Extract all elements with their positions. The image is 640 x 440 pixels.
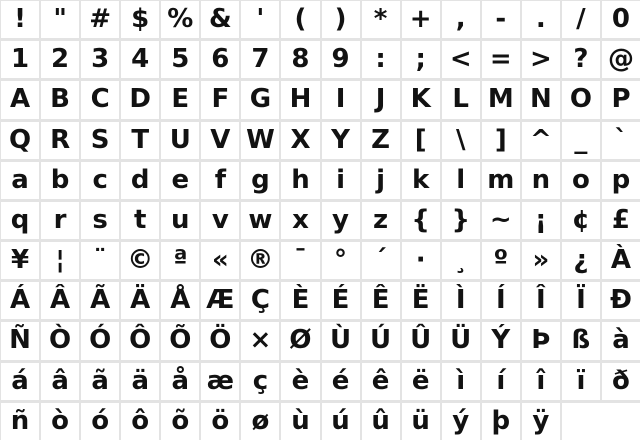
glyph-cell[interactable]: Ý: [482, 322, 520, 359]
glyph-cell[interactable]: ù: [281, 403, 319, 440]
glyph-cell[interactable]: «: [201, 242, 239, 279]
glyph-cell[interactable]: »: [522, 242, 560, 279]
glyph-cell[interactable]: v: [201, 202, 239, 239]
glyph-cell[interactable]: ?: [562, 41, 600, 78]
glyph-cell[interactable]: r: [41, 202, 79, 239]
glyph-cell[interactable]: 2: [41, 41, 79, 78]
glyph-cell[interactable]: `: [602, 122, 640, 159]
glyph-cell[interactable]: 6: [201, 41, 239, 78]
glyph-cell[interactable]: ,: [442, 1, 480, 38]
glyph-cell[interactable]: K: [402, 81, 440, 118]
glyph-cell[interactable]: ü: [402, 403, 440, 440]
glyph-cell[interactable]: ÿ: [522, 403, 560, 440]
glyph-cell[interactable]: º: [482, 242, 520, 279]
glyph-cell[interactable]: /: [562, 1, 600, 38]
glyph-cell[interactable]: s: [81, 202, 119, 239]
glyph-cell[interactable]: %: [161, 1, 199, 38]
glyph-cell[interactable]: G: [241, 81, 279, 118]
glyph-cell[interactable]: Ï: [562, 282, 600, 319]
glyph-cell[interactable]: Ô: [121, 322, 159, 359]
glyph-cell[interactable]: Ü: [442, 322, 480, 359]
glyph-cell[interactable]: ª: [161, 242, 199, 279]
glyph-cell[interactable]: c: [81, 162, 119, 199]
glyph-cell[interactable]: Ã: [81, 282, 119, 319]
glyph-cell[interactable]: æ: [201, 363, 239, 400]
glyph-cell[interactable]: e: [161, 162, 199, 199]
glyph-cell[interactable]: x: [281, 202, 319, 239]
glyph-cell[interactable]: ò: [41, 403, 79, 440]
glyph-cell[interactable]: M: [482, 81, 520, 118]
glyph-cell[interactable]: Â: [41, 282, 79, 319]
glyph-cell[interactable]: >: [522, 41, 560, 78]
glyph-cell[interactable]: Á: [1, 282, 39, 319]
glyph-cell[interactable]: f: [201, 162, 239, 199]
glyph-cell[interactable]: (: [281, 1, 319, 38]
glyph-cell[interactable]: â: [41, 363, 79, 400]
glyph-cell[interactable]: Ú: [362, 322, 400, 359]
glyph-cell[interactable]: A: [1, 81, 39, 118]
glyph-cell[interactable]: Q: [1, 122, 39, 159]
glyph-cell[interactable]: Ì: [442, 282, 480, 319]
glyph-cell[interactable]: É: [322, 282, 360, 319]
glyph-cell[interactable]: _: [562, 122, 600, 159]
glyph-cell[interactable]: á: [1, 363, 39, 400]
glyph-cell[interactable]: k: [402, 162, 440, 199]
glyph-cell[interactable]: ô: [121, 403, 159, 440]
glyph-cell[interactable]: $: [121, 1, 159, 38]
glyph-cell[interactable]: ´: [362, 242, 400, 279]
glyph-cell[interactable]: :: [362, 41, 400, 78]
glyph-cell[interactable]: Z: [362, 122, 400, 159]
glyph-cell[interactable]: Ê: [362, 282, 400, 319]
glyph-cell[interactable]: b: [41, 162, 79, 199]
glyph-cell[interactable]: ú: [322, 403, 360, 440]
glyph-cell[interactable]: ø: [241, 403, 279, 440]
glyph-cell[interactable]: 1: [1, 41, 39, 78]
glyph-cell[interactable]: t: [121, 202, 159, 239]
glyph-cell[interactable]: a: [1, 162, 39, 199]
glyph-cell[interactable]: ): [322, 1, 360, 38]
glyph-cell[interactable]: H: [281, 81, 319, 118]
glyph-cell[interactable]: C: [81, 81, 119, 118]
glyph-cell[interactable]: *: [362, 1, 400, 38]
glyph-cell[interactable]: -: [482, 1, 520, 38]
glyph-cell[interactable]: ^: [522, 122, 560, 159]
glyph-cell[interactable]: g: [241, 162, 279, 199]
glyph-cell[interactable]: Û: [402, 322, 440, 359]
glyph-cell[interactable]: Ö: [201, 322, 239, 359]
glyph-cell[interactable]: U: [161, 122, 199, 159]
glyph-cell[interactable]: ö: [201, 403, 239, 440]
glyph-cell[interactable]: !: [1, 1, 39, 38]
glyph-cell[interactable]: ñ: [1, 403, 39, 440]
glyph-cell[interactable]: ç: [241, 363, 279, 400]
glyph-cell[interactable]: å: [161, 363, 199, 400]
glyph-cell[interactable]: ï: [562, 363, 600, 400]
glyph-cell[interactable]: ¥: [1, 242, 39, 279]
glyph-cell[interactable]: E: [161, 81, 199, 118]
empty-cells: [562, 403, 640, 440]
glyph-cell[interactable]: 5: [161, 41, 199, 78]
glyph-cell[interactable]: d: [121, 162, 159, 199]
glyph-cell[interactable]: ë: [402, 363, 440, 400]
glyph-cell[interactable]: Þ: [522, 322, 560, 359]
glyph-cell[interactable]: V: [201, 122, 239, 159]
glyph-cell[interactable]: 3: [81, 41, 119, 78]
glyph-cell[interactable]: Ù: [322, 322, 360, 359]
glyph-cell[interactable]: O: [562, 81, 600, 118]
glyph-cell[interactable]: ®: [241, 242, 279, 279]
glyph-cell[interactable]: Ð: [602, 282, 640, 319]
glyph-cell[interactable]: Õ: [161, 322, 199, 359]
glyph-cell[interactable]: ¸: [442, 242, 480, 279]
glyph-cell[interactable]: B: [41, 81, 79, 118]
glyph-cell[interactable]: R: [41, 122, 79, 159]
glyph-cell[interactable]: í: [482, 363, 520, 400]
glyph-cell[interactable]: W: [241, 122, 279, 159]
glyph-cell[interactable]: z: [362, 202, 400, 239]
glyph-cell[interactable]: ': [241, 1, 279, 38]
glyph-cell[interactable]: à: [602, 322, 640, 359]
glyph-cell[interactable]: ×: [241, 322, 279, 359]
glyph-cell[interactable]: £: [602, 202, 640, 239]
glyph-cell[interactable]: {: [402, 202, 440, 239]
glyph-cell[interactable]: ý: [442, 403, 480, 440]
glyph-cell[interactable]: w: [241, 202, 279, 239]
glyph-cell[interactable]: Î: [522, 282, 560, 319]
glyph-cell[interactable]: è: [281, 363, 319, 400]
glyph-cell[interactable]: î: [522, 363, 560, 400]
glyph-cell[interactable]: Æ: [201, 282, 239, 319]
glyph-cell[interactable]: S: [81, 122, 119, 159]
glyph-cell[interactable]: p: [602, 162, 640, 199]
glyph-cell[interactable]: i: [322, 162, 360, 199]
glyph-cell[interactable]: ì: [442, 363, 480, 400]
glyph-cell[interactable]: é: [322, 363, 360, 400]
glyph-cell[interactable]: ;: [402, 41, 440, 78]
glyph-cell[interactable]: À: [602, 242, 640, 279]
glyph-cell[interactable]: ¯: [281, 242, 319, 279]
glyph-cell[interactable]: m: [482, 162, 520, 199]
glyph-cell[interactable]: T: [121, 122, 159, 159]
glyph-cell[interactable]: ©: [121, 242, 159, 279]
glyph-cell[interactable]: ¡: [522, 202, 560, 239]
glyph-cell[interactable]: 9: [322, 41, 360, 78]
glyph-cell[interactable]: &: [201, 1, 239, 38]
glyph-cell[interactable]: Ó: [81, 322, 119, 359]
glyph-cell[interactable]: n: [522, 162, 560, 199]
glyph-cell[interactable]: q: [1, 202, 39, 239]
glyph-cell[interactable]: l: [442, 162, 480, 199]
glyph-cell[interactable]: ê: [362, 363, 400, 400]
glyph-cell[interactable]: }: [442, 202, 480, 239]
glyph-cell[interactable]: P: [602, 81, 640, 118]
glyph-cell[interactable]: +: [402, 1, 440, 38]
glyph-cell[interactable]: [: [402, 122, 440, 159]
glyph-cell[interactable]: N: [522, 81, 560, 118]
glyph-cell[interactable]: u: [161, 202, 199, 239]
glyph-cell[interactable]: ã: [81, 363, 119, 400]
glyph-cell[interactable]: J: [362, 81, 400, 118]
glyph-cell[interactable]: ~: [482, 202, 520, 239]
glyph-cell[interactable]: L: [442, 81, 480, 118]
glyph-cell[interactable]: =: [482, 41, 520, 78]
glyph-cell[interactable]: 7: [241, 41, 279, 78]
glyph-cell[interactable]: Å: [161, 282, 199, 319]
glyph-cell[interactable]: Ò: [41, 322, 79, 359]
glyph-cell[interactable]: Ç: [241, 282, 279, 319]
glyph-cell[interactable]: X: [281, 122, 319, 159]
glyph-cell[interactable]: <: [442, 41, 480, 78]
glyph-cell[interactable]: Ø: [281, 322, 319, 359]
glyph-cell[interactable]: ·: [402, 242, 440, 279]
glyph-cell[interactable]: j: [362, 162, 400, 199]
glyph-cell[interactable]: þ: [482, 403, 520, 440]
glyph-cell[interactable]: F: [201, 81, 239, 118]
glyph-cell[interactable]: Ä: [121, 282, 159, 319]
glyph-cell[interactable]: °: [322, 242, 360, 279]
glyph-cell[interactable]: I: [322, 81, 360, 118]
glyph-cell[interactable]: #: [81, 1, 119, 38]
glyph-cell[interactable]: ß: [562, 322, 600, 359]
glyph-cell[interactable]: D: [121, 81, 159, 118]
glyph-cell[interactable]: .: [522, 1, 560, 38]
glyph-cell[interactable]: h: [281, 162, 319, 199]
glyph-cell[interactable]: ]: [482, 122, 520, 159]
glyph-cell[interactable]: 4: [121, 41, 159, 78]
glyph-cell[interactable]: Ë: [402, 282, 440, 319]
glyph-cell[interactable]: ": [41, 1, 79, 38]
glyph-cell[interactable]: È: [281, 282, 319, 319]
glyph-cell[interactable]: õ: [161, 403, 199, 440]
glyph-cell[interactable]: \: [442, 122, 480, 159]
glyph-cell[interactable]: ¦: [41, 242, 79, 279]
glyph-cell[interactable]: Ñ: [1, 322, 39, 359]
glyph-cell[interactable]: û: [362, 403, 400, 440]
glyph-cell[interactable]: ¿: [562, 242, 600, 279]
glyph-cell[interactable]: y: [322, 202, 360, 239]
glyph-cell[interactable]: ó: [81, 403, 119, 440]
glyph-cell[interactable]: ¢: [562, 202, 600, 239]
glyph-cell[interactable]: ð: [602, 363, 640, 400]
glyph-cell[interactable]: ¨: [81, 242, 119, 279]
glyph-cell[interactable]: @: [602, 41, 640, 78]
glyph-cell[interactable]: o: [562, 162, 600, 199]
glyph-cell[interactable]: ä: [121, 363, 159, 400]
glyph-cell[interactable]: Í: [482, 282, 520, 319]
glyph-cell[interactable]: Y: [322, 122, 360, 159]
glyph-cell[interactable]: 0: [602, 1, 640, 38]
glyph-cell[interactable]: 8: [281, 41, 319, 78]
